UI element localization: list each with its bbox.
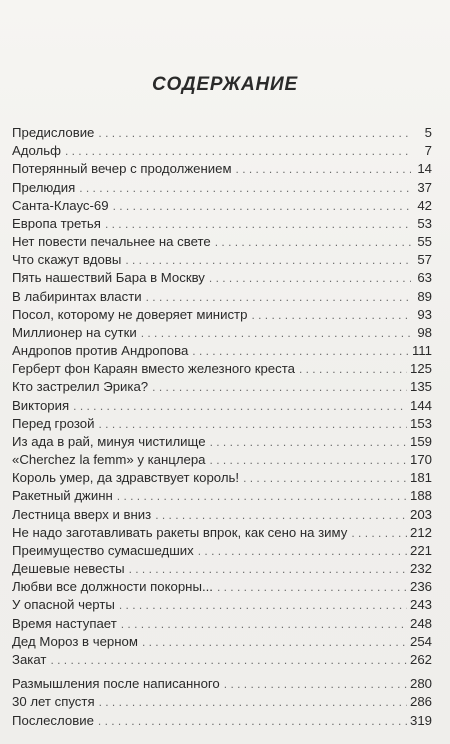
- toc-entry-page: 232: [409, 561, 432, 577]
- toc-entry-page: 236: [409, 579, 432, 595]
- toc-dot-leader: [79, 179, 411, 197]
- toc-entry-title: Прелюдия: [12, 179, 76, 195]
- toc-entry-title: Дед Мороз в черном: [12, 633, 138, 649]
- toc-entry-title: Не надо заготавливать ракеты впрок, как сено на зиму: [12, 524, 348, 540]
- toc-dot-leader: [113, 197, 411, 215]
- toc-dot-leader: [119, 596, 407, 614]
- toc-dot-leader: [117, 487, 407, 505]
- toc-entry-page: 170: [409, 452, 432, 468]
- toc-dot-leader: [121, 615, 407, 633]
- toc-entry-page: 159: [409, 433, 432, 449]
- toc-entry-title: Герберт фон Караян вместо железного креста: [12, 361, 295, 377]
- toc-entry: [12, 197, 432, 215]
- toc-entry-page: 89: [417, 288, 432, 304]
- toc-dot-leader: [146, 288, 411, 306]
- toc-entry-title: Посол, которому не доверяет министр: [12, 306, 248, 322]
- toc-entry-title: Что скажут вдовы: [12, 252, 122, 268]
- toc-dot-leader: [142, 633, 407, 651]
- toc-entry: [12, 397, 432, 415]
- toc-entry-page: 63: [417, 270, 432, 286]
- toc-entry-page: 7: [424, 143, 432, 159]
- toc-entry-page: 93: [417, 306, 432, 322]
- toc-dot-leader: [210, 451, 407, 469]
- toc-dot-leader: [99, 693, 407, 711]
- toc-dot-leader: [73, 397, 407, 415]
- table-of-contents: [12, 124, 432, 730]
- toc-entry: [12, 306, 432, 324]
- toc-entry-title: Преимущество сумасшедших: [12, 542, 194, 558]
- toc-entry-page: 280: [409, 676, 432, 692]
- toc-entry: [12, 675, 432, 693]
- toc-entry-title: Король умер, да здравствует король!: [12, 470, 240, 486]
- toc-entry-page: 319: [409, 712, 432, 728]
- toc-entry-page: 243: [409, 597, 432, 613]
- toc-entry-page: 203: [409, 506, 432, 522]
- toc-entry: [12, 142, 432, 160]
- toc-entry-title: Лестница вверх и вниз: [12, 506, 152, 522]
- toc-entry: [12, 451, 432, 469]
- toc-entry-page: 98: [417, 324, 432, 340]
- toc-entry-page: 42: [417, 197, 432, 213]
- toc-dot-leader: [129, 560, 407, 578]
- toc-entry: [12, 433, 432, 451]
- toc-dot-leader: [217, 578, 407, 596]
- toc-entry-page: 181: [409, 470, 432, 486]
- toc-entry-page: 57: [417, 252, 432, 268]
- toc-dot-leader: [152, 378, 407, 396]
- toc-entry-title: Санта-Клаус-69: [12, 197, 109, 213]
- toc-dot-leader: [198, 542, 407, 560]
- toc-entry: [12, 124, 432, 142]
- toc-entry-title: Европа третья: [12, 215, 101, 231]
- toc-dot-leader: [243, 469, 407, 487]
- toc-entry-page: 14: [417, 161, 432, 177]
- toc-entry-title: Перед грозой: [12, 415, 95, 431]
- toc-dot-leader: [210, 433, 407, 451]
- toc-entry: [12, 712, 432, 730]
- toc-entry-page: 254: [409, 633, 432, 649]
- toc-entry-page: 212: [409, 524, 432, 540]
- toc-entry: [12, 596, 432, 614]
- toc-dot-leader: [155, 506, 407, 524]
- toc-entry-title: Время наступает: [12, 615, 117, 631]
- toc-entry-title: Предисловие: [12, 125, 95, 140]
- toc-dot-leader: [125, 251, 411, 269]
- toc-entry-page: 111: [411, 343, 432, 359]
- toc-entry: [12, 415, 432, 433]
- toc-entry-title: У опасной черты: [12, 597, 115, 613]
- toc-entry-title: Миллионер на сутки: [12, 324, 137, 340]
- toc-entry: [12, 560, 432, 578]
- toc-entry: [12, 633, 432, 651]
- page-title: СОДЕРЖАНИЕ: [152, 74, 298, 95]
- toc-dot-leader: [141, 324, 411, 342]
- toc-dot-leader: [192, 342, 409, 360]
- toc-entry-title: 30 лет спустя: [12, 694, 95, 710]
- toc-entry-page: 55: [417, 234, 432, 250]
- toc-entry: [12, 288, 432, 306]
- toc-entry-title: Размышления после написанного: [12, 676, 220, 692]
- toc-entry-page: 135: [409, 379, 432, 395]
- toc-dot-leader: [209, 269, 411, 287]
- toc-entry: [12, 324, 432, 342]
- toc-entry: [12, 693, 432, 711]
- toc-dot-leader: [65, 142, 411, 160]
- toc-dot-leader: [105, 215, 411, 233]
- toc-entry-title: Послесловие: [12, 712, 94, 728]
- toc-entry: [12, 524, 432, 542]
- toc-entry-title: Закат: [12, 651, 47, 667]
- toc-entry: [12, 378, 432, 396]
- toc-dot-leader: [251, 306, 411, 324]
- toc-entry-page: 37: [417, 179, 432, 195]
- toc-entry-title: Андропов против Андропова: [12, 343, 189, 359]
- toc-dot-leader: [50, 651, 407, 669]
- toc-entry-page: 144: [409, 397, 432, 413]
- toc-dot-leader: [299, 360, 407, 378]
- toc-entry-title: Из ада в рай, минуя чистилище: [12, 433, 206, 449]
- toc-entry-title: Кто застрелил Эрика?: [12, 379, 149, 395]
- toc-entry-title: Дешевые невесты: [12, 561, 125, 577]
- toc-dot-leader: [351, 524, 407, 542]
- toc-dot-leader: [98, 415, 407, 433]
- toc-entry: [12, 160, 432, 178]
- toc-entry: [12, 615, 432, 633]
- toc-dot-leader: [215, 233, 411, 251]
- toc-entry-page: 125: [409, 361, 432, 377]
- toc-entry-title: В лабиринтах власти: [12, 288, 142, 304]
- toc-entry-title: Ракетный джинн: [12, 488, 113, 504]
- toc-entry-title: Виктория: [12, 397, 70, 413]
- toc-entry: [12, 251, 432, 269]
- toc-entry: [12, 360, 432, 378]
- toc-entry: [12, 578, 432, 596]
- toc-dot-leader: [98, 712, 407, 730]
- toc-entry-page: 286: [409, 694, 432, 710]
- toc-entry-page: 53: [417, 215, 432, 231]
- toc-dot-leader: [224, 675, 407, 693]
- toc-dot-leader: [236, 160, 411, 178]
- toc-entry-title: Потерянный вечер с продолжением: [12, 161, 232, 177]
- toc-entry: [12, 469, 432, 487]
- toc-entry: [12, 542, 432, 560]
- toc-entry-page: 188: [409, 488, 432, 504]
- toc-entry: [12, 342, 432, 360]
- toc-entry-page: 221: [409, 542, 432, 558]
- toc-entry: [12, 179, 432, 197]
- toc-entry: [12, 487, 432, 505]
- toc-entry: [12, 215, 432, 233]
- toc-entry-title: Адольф: [12, 143, 61, 159]
- toc-entry-page: 262: [409, 651, 432, 667]
- toc-entry: [12, 233, 432, 251]
- toc-entry-page: 5: [424, 125, 432, 140]
- toc-entry: [12, 651, 432, 669]
- toc-entry-title: Пять нашествий Бара в Москву: [12, 270, 205, 286]
- toc-entry-title: «Cherchez la femm» у канцлера: [12, 452, 206, 468]
- toc-entry-title: Нет повести печальнее на свете: [12, 234, 211, 250]
- toc-entry-title: Любви все должности покорны...: [12, 579, 213, 595]
- toc-entry-page: 248: [409, 615, 432, 631]
- toc-entry-page: 153: [409, 415, 432, 431]
- toc-dot-leader: [98, 124, 411, 142]
- toc-entry: [12, 506, 432, 524]
- toc-entry: [12, 269, 432, 287]
